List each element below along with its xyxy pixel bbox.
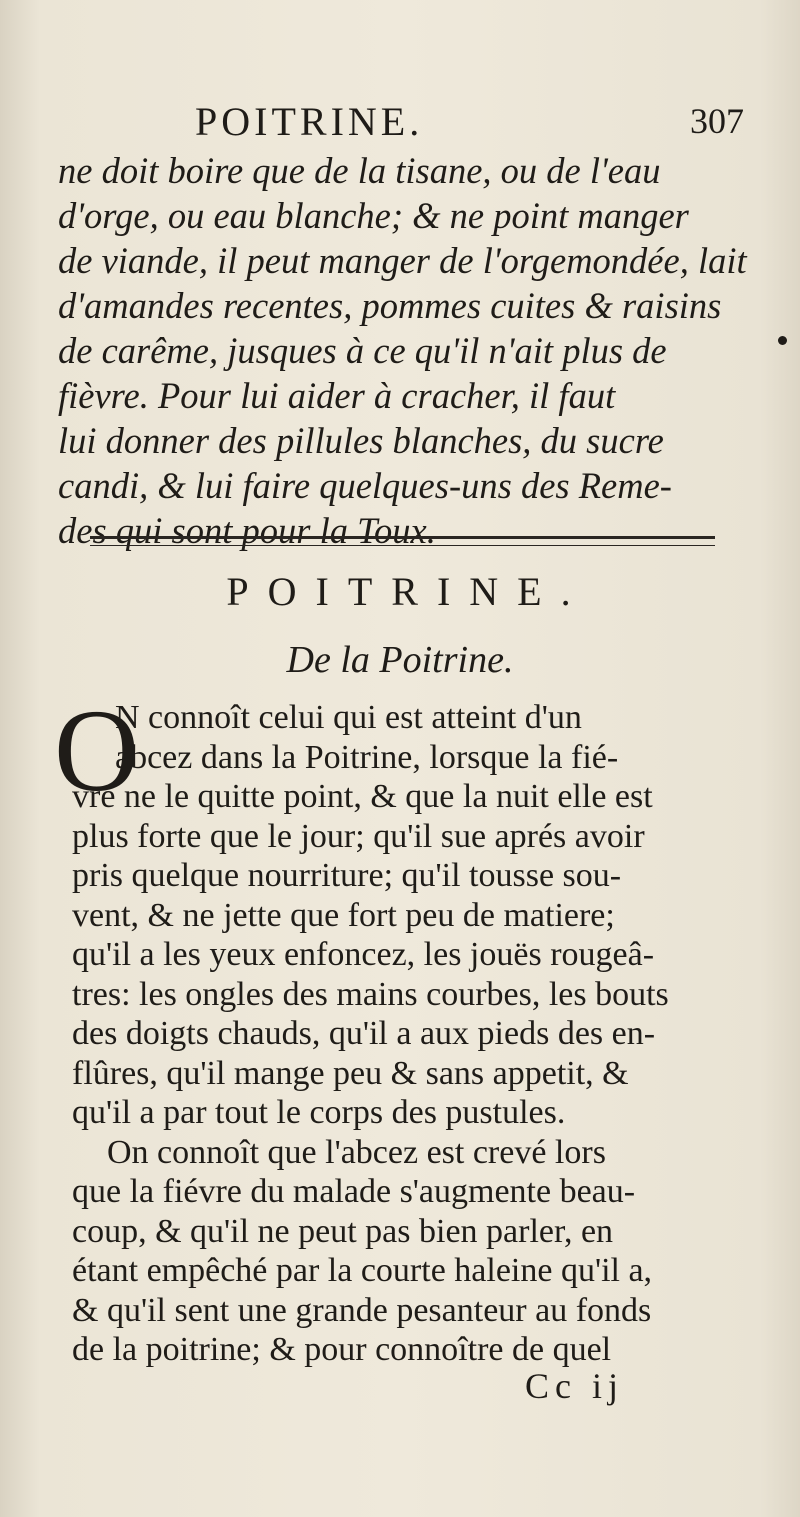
text-line: ne doit boire que de la tisane, ou de l'eau: [58, 150, 661, 191]
text-line: que la fiévre du malade s'augmente beau-: [72, 1173, 636, 1210]
text-line: flûres, qu'il mange peu & sans appetit, &: [72, 1054, 629, 1092]
section-body-paragraph: [72, 698, 792, 1370]
signature-mark: Cc ij: [525, 1366, 624, 1406]
text-line: coup, & qu'il ne peut pas bien parler, en: [72, 1212, 614, 1250]
ink-fleck: [778, 336, 787, 345]
page-number: 307: [690, 101, 744, 141]
text-line: étant empêché par la courte haleine qu'il a,: [72, 1252, 653, 1289]
text-line: des qui sont pour la Toux.: [58, 510, 436, 551]
running-head-title: POITRINE.: [195, 99, 424, 144]
text-line: vent, & ne jette que fort peu de matiere;: [72, 896, 615, 934]
text-line: d'orge, ou eau blanche; & ne point manger: [58, 195, 689, 236]
drop-cap: O: [54, 685, 140, 816]
text-line: & qu'il sent une grande pesanteur au fonds: [72, 1291, 652, 1329]
text-line: des doigts chauds, qu'il a aux pieds des en-: [72, 1015, 656, 1052]
text-line: qu'il a les yeux enfoncez, les jouës rougeâ-: [72, 936, 655, 973]
text-line: tres: les ongles des mains courbes, les bouts: [72, 975, 669, 1013]
running-head: [0, 98, 800, 148]
section-subtitle: De la Poitrine.: [286, 639, 514, 681]
text-line: lui donner des pillules blanches, du sucre: [58, 420, 664, 461]
section-divider-rule: [90, 536, 715, 546]
continuation-paragraph: [58, 148, 778, 553]
text-line: On connoît que l'abcez est crevé lors: [107, 1133, 606, 1171]
text-line: plus forte que le jour; qu'il sue aprés avoir: [72, 817, 645, 855]
text-line: pris quelque nourriture; qu'il tousse sou-: [72, 857, 622, 894]
text-line: qu'il a par tout le corps des pustules.: [72, 1094, 566, 1131]
text-line: d'amandes recentes, pommes cuites & raisins: [58, 285, 722, 326]
text-line: vre ne le quitte point, & que la nuit elle est: [72, 778, 653, 815]
section-title: POITRINE.: [226, 569, 590, 614]
text-line: abcez dans la Poitrine, lorsque la fié-: [115, 738, 619, 776]
text-line: de viande, il peut manger de l'orgemondée, lait: [58, 240, 747, 281]
text-line: N connoît celui qui est atteint d'un: [115, 699, 582, 736]
text-line: fièvre. Pour lui aider à cracher, il faut: [58, 375, 616, 416]
text-line: candi, & lui faire quelques-uns des Reme-: [58, 465, 672, 506]
text-line: de carême, jusques à ce qu'il n'ait plus de: [58, 330, 667, 371]
text-line: de la poitrine; & pour connoître de quel: [72, 1331, 612, 1368]
